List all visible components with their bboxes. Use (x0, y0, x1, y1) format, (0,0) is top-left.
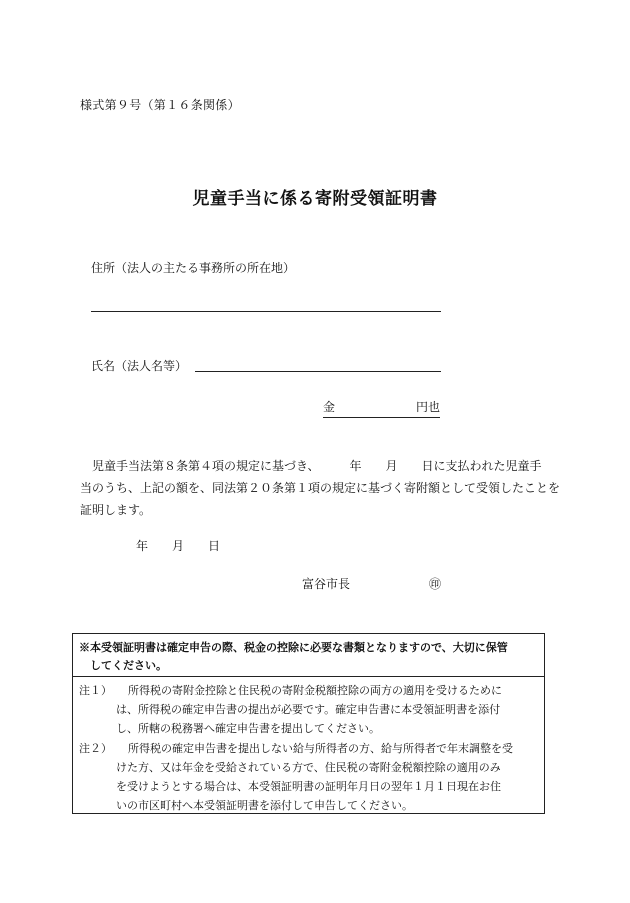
notice-header-line-2: してください。 (90, 659, 167, 672)
note-line: 所得税の確定申告書を提出しない給与所得者の方、給与所得者で年末調整を受 (128, 742, 513, 755)
note-line: いの市区町村へ本受領証明書を添付して申告してください。 (116, 799, 413, 812)
note-line: けた方、又は年金を受給されている方で、住民税の寄附金税額控除の適用のみ (116, 761, 501, 774)
address-label: 住所（法人の主たる事務所の所在地） (91, 261, 296, 275)
address-field-line (91, 311, 441, 312)
notice-header-line-1: ※本受領証明書は確定申告の際、税金の控除に必要な書類となりますので、大切に保管 (79, 641, 508, 654)
mayor-signature: 富谷市長 (302, 577, 351, 591)
name-field-line (195, 371, 441, 372)
note-line: は、所得税の確定申告書の提出が必要です。確定申告書に本受領証明書を添付 (116, 703, 501, 716)
amount-field (323, 398, 440, 418)
amount-prefix: 金 (323, 400, 336, 414)
body-line-2: 当のうち、上記の額を、同法第２０条第１項の規定に基づく寄附額として受領したことを (80, 481, 561, 495)
amount-suffix: 円也 (415, 400, 440, 414)
name-label: 氏名（法人名等） (91, 359, 188, 373)
seal-mark: ㊞ (429, 577, 442, 591)
note-line: 所得税の寄附金控除と住民税の寄附金税額控除の両方の適用を受けるために (128, 684, 502, 697)
certification-text (80, 455, 561, 521)
form-number: 様式第９号（第１６条関係） (80, 98, 240, 112)
issue-date: 年 月 日 (136, 539, 221, 553)
notice-box (72, 633, 545, 814)
body-line-1: 児童手当法第８条第４項の規定に基づき、 年 月 日に支払われた児童手 (92, 459, 542, 473)
page-title: 児童手当に係る寄附受領証明書 (192, 189, 438, 209)
notice-header (73, 634, 544, 677)
note-label: 注２） (79, 742, 112, 755)
body-line-3: 証明します。 (80, 503, 152, 517)
note-line: し、所轄の税務署へ確定申告書を提出してください。 (116, 722, 380, 735)
note-label: 注１） (79, 684, 112, 697)
note-line: を受けようとする場合は、本受領証明書の証明年月日の翌年１月１日現在お住 (116, 780, 501, 793)
